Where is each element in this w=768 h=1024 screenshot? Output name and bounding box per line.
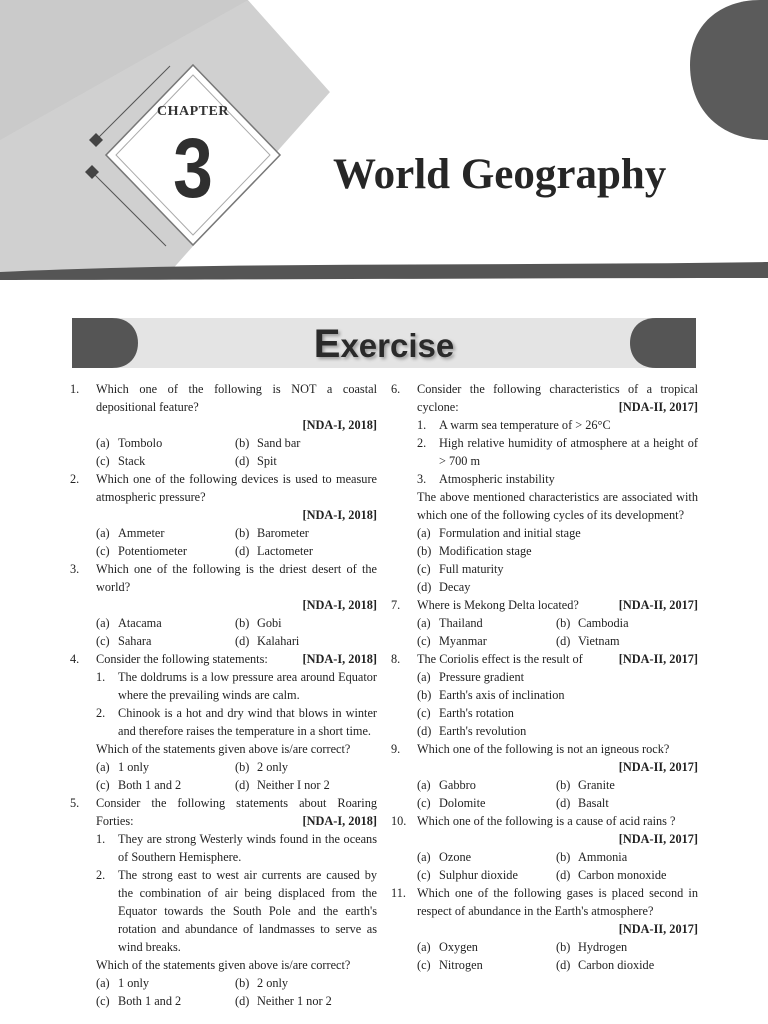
question-number: 9. [391, 742, 401, 756]
questions-column-right [391, 380, 698, 974]
question-text [96, 650, 377, 668]
option-letter: (b) [417, 544, 432, 558]
exam-tag: [NDA-I, 2018] [302, 418, 377, 432]
option-letter: (d) [417, 724, 432, 738]
question-text-body: Which one of the following is NOT a coastal depositional feature? [96, 382, 377, 414]
question-row [70, 560, 377, 596]
exam-tag: [NDA-II, 2017] [618, 652, 698, 666]
option-text: 2 only [257, 760, 289, 774]
exam-tag: [NDA-I, 2018] [302, 652, 377, 666]
statement-number: 3. [417, 472, 427, 486]
option-letter: (d) [235, 778, 250, 792]
answer-option [556, 866, 698, 884]
answer-option [96, 974, 235, 992]
option-text: Formulation and initial stage [439, 526, 581, 540]
answer-option [96, 758, 235, 776]
question-text-body: Which one of the following devices is used to measure atmospheric pressure? [96, 472, 377, 504]
statement-text: High relative humidity of atmosphere at a height of > 700 m [439, 436, 698, 468]
option-letter: (a) [417, 526, 431, 540]
question-text-body: Which one of the following gases is placed second in respect of abundance in the Earth's atmosphere? [417, 886, 698, 918]
answer-option [417, 704, 698, 722]
question-number: 8. [391, 652, 401, 666]
statement-item [391, 470, 698, 488]
option-text: Granite [578, 778, 615, 792]
answer-option [417, 524, 698, 542]
question-item [70, 380, 377, 470]
answer-option [417, 794, 556, 812]
answer-option [235, 776, 377, 794]
option-text: Sahara [118, 634, 152, 648]
option-text: Basalt [578, 796, 609, 810]
question-text [417, 380, 698, 416]
option-text: Gobi [257, 616, 282, 630]
answer-option [417, 560, 698, 578]
option-letter: (b) [556, 616, 571, 630]
question-item [391, 884, 698, 974]
statement-number: 2. [417, 436, 427, 450]
option-text: Thailand [439, 616, 483, 630]
exam-tag: [NDA-II, 2017] [618, 760, 698, 774]
option-letter: (b) [556, 940, 571, 954]
question-prompt: Which of the statements given above is/are correct? [96, 742, 351, 756]
statement-item [391, 434, 698, 470]
answer-option [417, 632, 556, 650]
question-number: 11. [391, 886, 406, 900]
question-number: 3. [70, 562, 80, 576]
statement-number: 1. [96, 670, 106, 684]
option-letter: (b) [235, 526, 250, 540]
answer-option [96, 614, 235, 632]
statement-text: A warm sea temperature of > 26°C [439, 418, 611, 432]
option-text: Spit [257, 454, 277, 468]
option-text: Decay [439, 580, 471, 594]
option-letter: (d) [556, 634, 571, 648]
option-letter: (c) [417, 634, 431, 648]
option-letter: (d) [556, 868, 571, 882]
option-text: Vietnam [578, 634, 620, 648]
exam-tag: [NDA-II, 2017] [618, 400, 698, 414]
option-letter: (c) [417, 562, 431, 576]
option-letter: (d) [556, 796, 571, 810]
option-letter: (c) [417, 706, 431, 720]
exercise-heading [72, 322, 696, 367]
answer-option [556, 632, 698, 650]
answer-option [417, 848, 556, 866]
answer-option [417, 668, 698, 686]
answer-option [96, 434, 235, 452]
exam-tag: [NDA-I, 2018] [302, 508, 377, 522]
question-text-body: Which one of the following is not an igneous rock? [417, 742, 670, 756]
answer-option [556, 776, 698, 794]
question-number: 10. [391, 814, 407, 828]
option-letter: (a) [96, 976, 110, 990]
answer-option [235, 524, 377, 542]
answer-option [96, 524, 235, 542]
option-text: Ozone [439, 850, 472, 864]
statement-number: 2. [96, 706, 106, 720]
chapter-number: 3 [173, 121, 213, 215]
question-number: 1. [70, 382, 80, 396]
option-letter: (c) [96, 454, 110, 468]
question-item [391, 650, 698, 740]
question-text [96, 470, 377, 506]
option-letter: (c) [96, 778, 110, 792]
option-text: Carbon dioxide [578, 958, 655, 972]
answer-options [391, 614, 698, 650]
question-text [96, 380, 377, 416]
question-item [70, 794, 377, 1010]
question-prompt: Which of the statements given above is/are correct? [96, 958, 351, 972]
option-text: Atacama [118, 616, 162, 630]
answer-option [417, 722, 698, 740]
question-text [96, 560, 377, 596]
option-text: Dolomite [439, 796, 486, 810]
option-text: Kalahari [257, 634, 300, 648]
chapter-label: CHAPTER [157, 104, 229, 119]
option-letter: (d) [417, 580, 432, 594]
question-text-body: The Coriolis effect is the result of [417, 652, 583, 666]
option-letter: (c) [96, 544, 110, 558]
option-text: Stack [118, 454, 146, 468]
option-text: Both 1 and 2 [118, 994, 182, 1008]
answer-option [96, 632, 235, 650]
option-letter: (c) [96, 634, 110, 648]
option-letter: (d) [235, 634, 250, 648]
question-row [391, 596, 698, 614]
option-text: Sulphur dioxide [439, 868, 518, 882]
answer-option [235, 974, 377, 992]
option-text: Carbon monoxide [578, 868, 667, 882]
option-text: Earth's rotation [439, 706, 514, 720]
answer-option [556, 848, 698, 866]
answer-option [235, 542, 377, 560]
question-number: 6. [391, 382, 401, 396]
answer-option [417, 542, 698, 560]
chapter-title: World Geography [333, 151, 667, 198]
answer-option [96, 542, 235, 560]
option-text: Modification stage [439, 544, 532, 558]
option-text: Lactometer [257, 544, 313, 558]
option-letter: (b) [235, 976, 250, 990]
option-text: 2 only [257, 976, 289, 990]
question-number: 7. [391, 598, 401, 612]
question-row [70, 470, 377, 506]
option-letter: (c) [417, 796, 431, 810]
answer-option [235, 632, 377, 650]
question-row [391, 812, 698, 830]
option-letter: (a) [96, 436, 110, 450]
answer-option [96, 776, 235, 794]
option-text: Neither I nor 2 [257, 778, 330, 792]
option-text: Neither 1 nor 2 [257, 994, 332, 1008]
statement-item [70, 866, 377, 956]
option-letter: (b) [556, 850, 571, 864]
question-row [391, 884, 698, 920]
answer-options [391, 524, 698, 596]
question-text-body: Consider the following characteristics of a tropical cyclone: [417, 382, 698, 414]
option-letter: (a) [96, 616, 110, 630]
answer-option [235, 992, 377, 1010]
statement-text: They are strong Westerly winds found in the oceans of Southern Hemisphere. [118, 832, 377, 864]
question-text-body: Where is Mekong Delta located? [417, 598, 579, 612]
option-letter: (a) [96, 760, 110, 774]
exercise-rest: xercise [340, 327, 455, 364]
question-text-body: Consider the following statements about Roaring Forties: [96, 796, 377, 828]
option-text: Hydrogen [578, 940, 628, 954]
answer-options [70, 758, 377, 794]
answer-option [556, 938, 698, 956]
option-letter: (b) [235, 436, 250, 450]
option-letter: (b) [417, 688, 432, 702]
question-text [417, 596, 698, 614]
question-text-body: Which one of the following is a cause of acid rains ? [417, 814, 676, 828]
option-text: Ammeter [118, 526, 165, 540]
question-row [70, 380, 377, 416]
option-letter: (b) [556, 778, 571, 792]
option-text: Ammonia [578, 850, 628, 864]
question-text [417, 650, 698, 668]
option-text: Both 1 and 2 [118, 778, 182, 792]
question-text-body: Which one of the following is the driest desert of the world? [96, 562, 377, 594]
statement-text: The doldrums is a low pressure area around Equator where the prevailing winds are calm. [118, 670, 377, 702]
statement-item [70, 704, 377, 740]
statement-number: 1. [417, 418, 427, 432]
statement-text: Chinook is a hot and dry wind that blows in winter and therefore raises the temperature in a short time. [118, 706, 377, 738]
question-number: 2. [70, 472, 80, 486]
question-item [391, 596, 698, 650]
statement-item [70, 668, 377, 704]
answer-options [391, 938, 698, 974]
question-item [391, 380, 698, 596]
question-number: 5. [70, 796, 80, 810]
answer-option [556, 956, 698, 974]
exercise-initial: E [313, 322, 341, 366]
answer-options [391, 848, 698, 884]
option-text: 1 only [118, 760, 150, 774]
exam-tag: [NDA-I, 2018] [302, 814, 377, 828]
question-item [70, 470, 377, 560]
chapter-header [0, 0, 768, 285]
answer-option [235, 758, 377, 776]
question-row [391, 650, 698, 668]
option-text: Pressure gradient [439, 670, 525, 684]
question-text [417, 884, 698, 920]
answer-option [417, 866, 556, 884]
answer-options [70, 974, 377, 1010]
question-text [417, 740, 698, 758]
option-text: Earth's revolution [439, 724, 527, 738]
question-text [417, 812, 698, 830]
option-letter: (d) [235, 994, 250, 1008]
question-item [391, 812, 698, 884]
question-number: 4. [70, 652, 80, 666]
option-letter: (d) [235, 454, 250, 468]
statement-text: The strong east to west air currents are caused by the combination of air being displaced from the Equator towards the South Pole and the earth's rotation and abundance of landmasses to serve as wind breaks. [118, 868, 377, 954]
header-graphic [0, 0, 768, 285]
statement-item [70, 830, 377, 866]
option-text: Gabbro [439, 778, 476, 792]
answer-options [70, 524, 377, 560]
statement-number: 2. [96, 868, 106, 882]
question-item [391, 740, 698, 812]
option-letter: (a) [417, 778, 431, 792]
option-letter: (b) [235, 616, 250, 630]
option-text: Earth's axis of inclination [439, 688, 565, 702]
answer-option [235, 434, 377, 452]
answer-option [96, 452, 235, 470]
exercise-banner [72, 318, 696, 368]
option-letter: (a) [417, 616, 431, 630]
option-letter: (a) [417, 850, 431, 864]
option-text: 1 only [118, 976, 150, 990]
answer-options [70, 614, 377, 650]
answer-options [70, 434, 377, 470]
answer-option [96, 992, 235, 1010]
question-row [391, 380, 698, 416]
question-item [70, 560, 377, 650]
option-letter: (a) [96, 526, 110, 540]
exam-tag: [NDA-I, 2018] [302, 598, 377, 612]
option-text: Tombolo [118, 436, 163, 450]
answer-option [417, 956, 556, 974]
option-text: Barometer [257, 526, 309, 540]
answer-option [235, 452, 377, 470]
answer-option [556, 614, 698, 632]
option-text: Nitrogen [439, 958, 483, 972]
statement-item [391, 416, 698, 434]
option-letter: (d) [235, 544, 250, 558]
option-letter: (c) [417, 868, 431, 882]
questions-column-left [70, 380, 377, 1010]
option-letter: (b) [235, 760, 250, 774]
question-text-body: Consider the following statements: [96, 652, 268, 666]
option-letter: (a) [417, 940, 431, 954]
question-row [70, 650, 377, 668]
question-prompt: The above mentioned characteristics are associated with which one of the following cycles of its development? [417, 490, 698, 522]
option-letter: (a) [417, 670, 431, 684]
answer-option [417, 938, 556, 956]
exam-tag: [NDA-II, 2017] [618, 832, 698, 846]
statement-number: 1. [96, 832, 106, 846]
statement-text: Atmospheric instability [439, 472, 555, 486]
answer-option [417, 614, 556, 632]
answer-option [417, 686, 698, 704]
question-item [70, 650, 377, 794]
option-text: Sand bar [257, 436, 301, 450]
question-text [96, 794, 377, 830]
option-letter: (c) [96, 994, 110, 1008]
answer-options [391, 776, 698, 812]
option-letter: (d) [556, 958, 571, 972]
answer-option [556, 794, 698, 812]
option-letter: (c) [417, 958, 431, 972]
option-text: Cambodia [578, 616, 629, 630]
answer-option [235, 614, 377, 632]
answer-options [391, 668, 698, 740]
option-text: Oxygen [439, 940, 478, 954]
answer-option [417, 776, 556, 794]
exam-tag: [NDA-II, 2017] [618, 598, 698, 612]
option-text: Full maturity [439, 562, 504, 576]
question-row [70, 794, 377, 830]
answer-option [417, 578, 698, 596]
exam-tag: [NDA-II, 2017] [618, 922, 698, 936]
option-text: Potentiometer [118, 544, 187, 558]
question-row [391, 740, 698, 758]
option-text: Myanmar [439, 634, 487, 648]
